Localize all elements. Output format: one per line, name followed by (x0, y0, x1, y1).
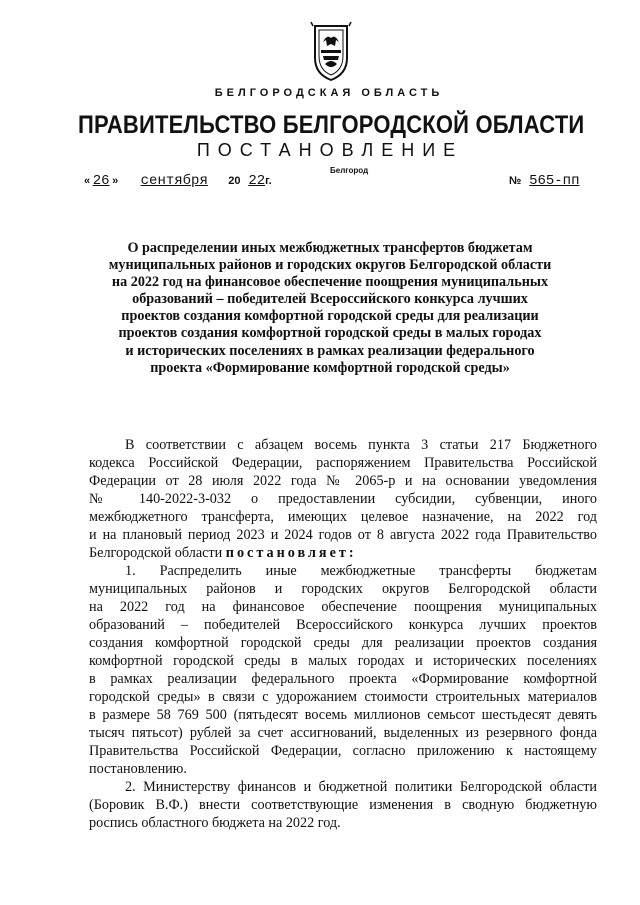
body-line: 1. Распределить иные межбюджетные трансферты бюджетам (125, 563, 597, 579)
title-line: и исторических поселениях в рамках реализации федерального (125, 342, 535, 359)
document-title (88, 240, 572, 377)
body-line: на 2022 год на финансовое обеспечение поощрения муниципальных (89, 599, 597, 615)
title-line: проектов создания комфортной городской среды в малых городах (118, 325, 542, 342)
body-line: № 140-2022-3-032 о предоставлении субсидии, субвенции, иного (89, 491, 597, 507)
number-value: 565-пп (529, 173, 580, 189)
body-line: и на плановый период 2023 и 2024 годов от 8 августа 2022 года Правительство (89, 527, 597, 543)
title-line: проектов создания комфортной городской среды для реализации (121, 308, 539, 325)
region-name: БЕЛГОРОДСКАЯ ОБЛАСТЬ (214, 87, 444, 99)
body-line: образований – победителей Всероссийского конкурса лучших проектов (89, 617, 597, 633)
body-line (89, 544, 597, 562)
title-line: образований – победителей Всероссийского конкурса лучших (132, 291, 528, 308)
city-name: Белгород (330, 166, 369, 175)
body-line: В соответствии с абзацем восемь пункта 3 статьи 217 Бюджетного (125, 437, 597, 453)
body-line: Правительства Российской Федерации, согласно приложению к настоящему (89, 743, 597, 759)
body-line: 2. Министерству финансов и бюджетной политики Белгородской области (125, 779, 597, 795)
document-date (84, 173, 272, 189)
body-line: в рамках реализации федерального проекта «Формирование комфортной (89, 671, 597, 687)
body-line: городской среды» в связи с удорожанием стоимости строительных материалов (89, 689, 597, 705)
number-label: № (509, 175, 522, 187)
decree-word: постановляет: (225, 545, 357, 561)
coat-of-arms-emblem (301, 20, 361, 84)
body-line: комфортной городской среды в малых городах и исторических поселениях (89, 653, 597, 669)
body-line: роспись областного бюджета на 2022 год. (89, 815, 341, 831)
body-line: муниципальных районов и городских округов Белгородской области (89, 581, 597, 597)
body-line: межбюджетного трансферта, имеющих целевое назначение, на 2022 год (89, 509, 597, 525)
date-year-suffix: 22 (248, 173, 266, 189)
title-line: проекта «Формирование комфортной городской среды» (150, 359, 510, 376)
government-title: ПРАВИТЕЛЬСТВО БЕЛГОРОДСКОЙ ОБЛАСТИ (77, 111, 585, 139)
date-open-quote: « (84, 175, 91, 187)
document-body (89, 436, 597, 832)
title-line: муниципальных районов и городских округов Белгородской области (108, 257, 552, 274)
date-year-prefix: 20 (228, 175, 241, 187)
date-year-mark: г. (265, 175, 272, 187)
document-number (509, 173, 580, 189)
body-line: тысяч пятьсот) рублей за счет ассигнований, выделенных из резервного фонда (89, 725, 597, 741)
body-line: постановлению. (89, 761, 187, 777)
document-type: ПОСТАНОВЛЕНИЕ (196, 140, 464, 160)
body-line: создания комфортной городской среды для реализации проектов создания (89, 635, 597, 651)
title-line: на 2022 год на финансовое обеспечение поощрения муниципальных (111, 274, 549, 291)
body-line: кодекса Российской Федерации, распоряжением Правительства Российской (89, 455, 597, 471)
title-line: О распределении иных межбюджетных трансфертов бюджетам (127, 240, 533, 256)
date-close-quote: » (112, 175, 119, 187)
body-line: Федерации от 28 июля 2022 года № 2065-р и на основании уведомления (89, 473, 597, 489)
body-line-text: Белгородской области (89, 545, 226, 561)
body-line: (Боровик В.Ф.) внести соответствующие изменения в сводную бюджетную (89, 797, 597, 813)
date-month: сентября (140, 173, 208, 189)
date-day: 26 (92, 173, 110, 189)
body-line: в размере 58 769 500 (пятьдесят восемь миллионов семьсот шестьдесят девять (89, 707, 597, 723)
